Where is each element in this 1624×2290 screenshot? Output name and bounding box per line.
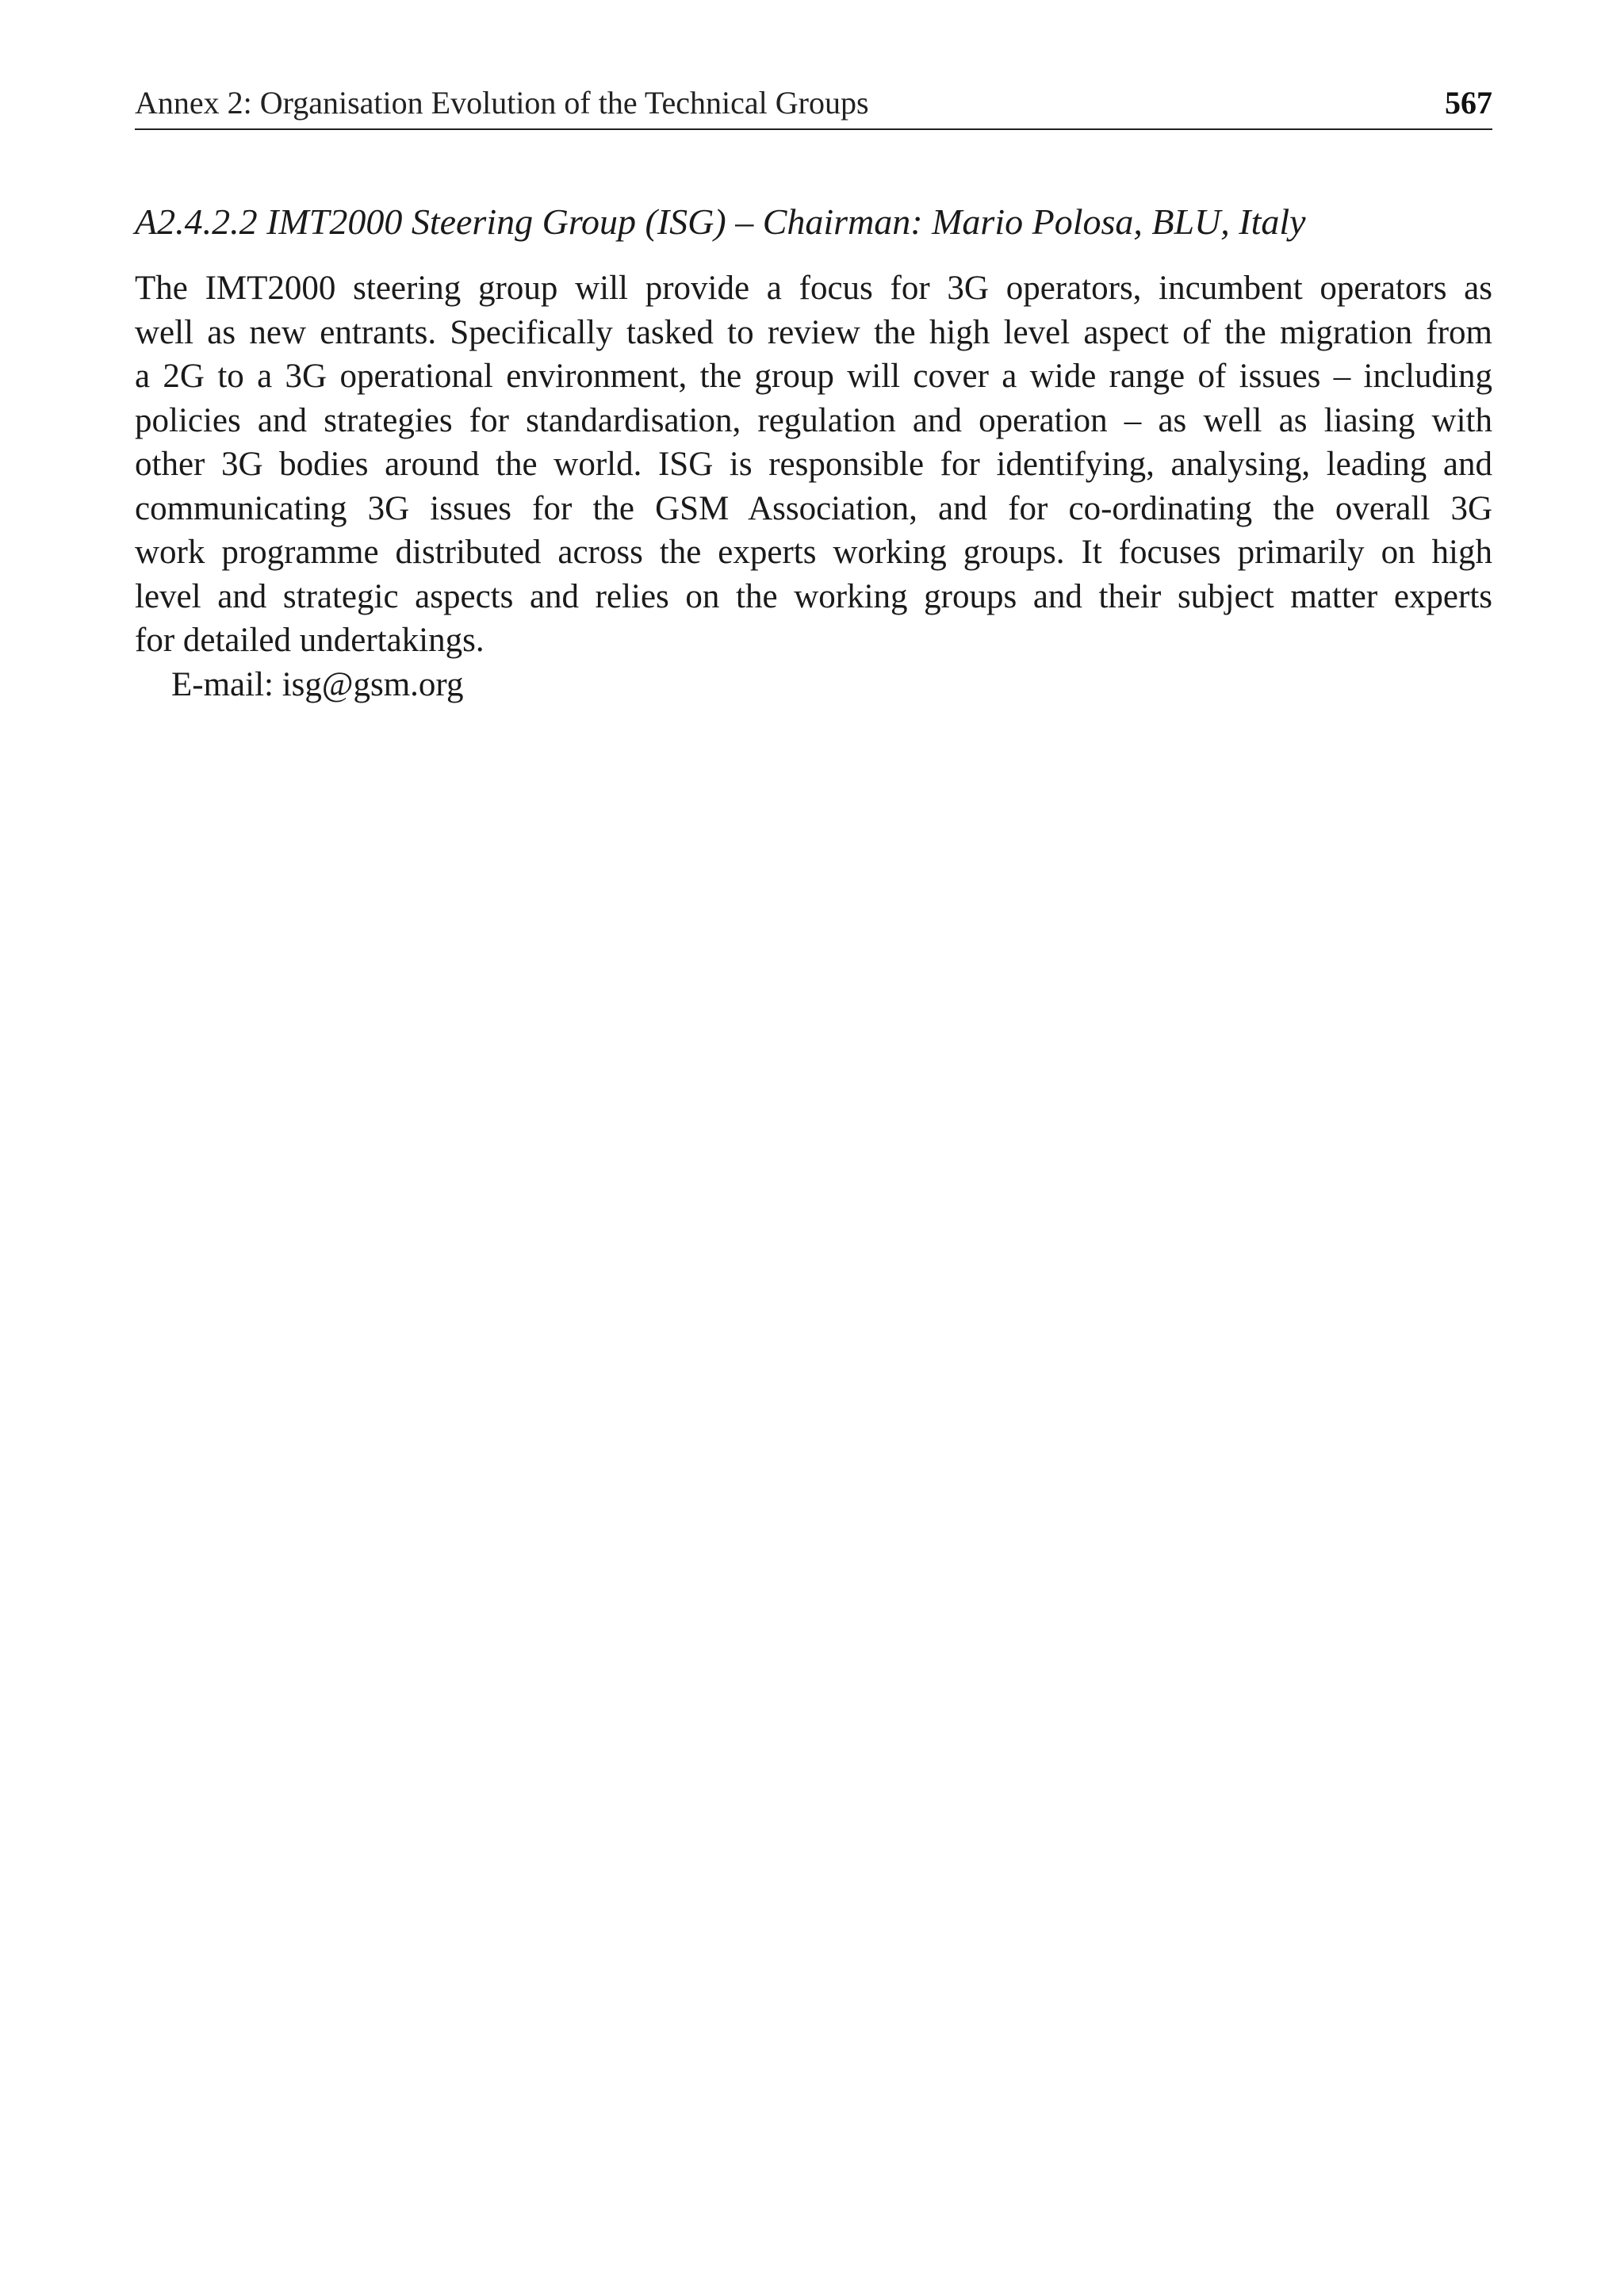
paragraph-line: communicating 3G issues for the GSM Association, and for co-ordinating the overall 3G bbox=[135, 489, 1492, 527]
page-number: 567 bbox=[1445, 85, 1492, 121]
section-body bbox=[135, 266, 1492, 707]
paragraph-line: other 3G bodies around the world. ISG is responsible for identifying, analysing, leading and bbox=[135, 446, 1492, 483]
paragraph-line: well as new entrants. Specifically tasked to review the high level aspect of the migration from bbox=[135, 313, 1492, 351]
paragraph-line: for detailed undertakings. bbox=[135, 622, 485, 659]
running-header bbox=[135, 82, 1492, 130]
paragraph-line: a 2G to a 3G operational environment, the group will cover a wide range of issues – including bbox=[135, 358, 1492, 395]
section-heading: A2.4.2.2 IMT2000 Steering Group (ISG) – Chairman: Mario Polosa, BLU, Italy bbox=[135, 201, 1306, 242]
paragraph-line: The IMT2000 steering group will provide a focus for 3G operators, incumbent operators as bbox=[135, 270, 1492, 307]
paragraph-line: policies and strategies for standardisation, regulation and operation – as well as liasing with bbox=[135, 401, 1492, 439]
paragraph-line: work programme distributed across the experts working groups. It focuses primarily on high bbox=[135, 534, 1492, 571]
email-address: E-mail: isg@gsm.org bbox=[171, 665, 464, 703]
running-title: Annex 2: Organisation Evolution of the Technical Groups bbox=[135, 85, 869, 121]
paragraph-line: level and strategic aspects and relies on the working groups and their subject matter experts bbox=[135, 577, 1492, 615]
